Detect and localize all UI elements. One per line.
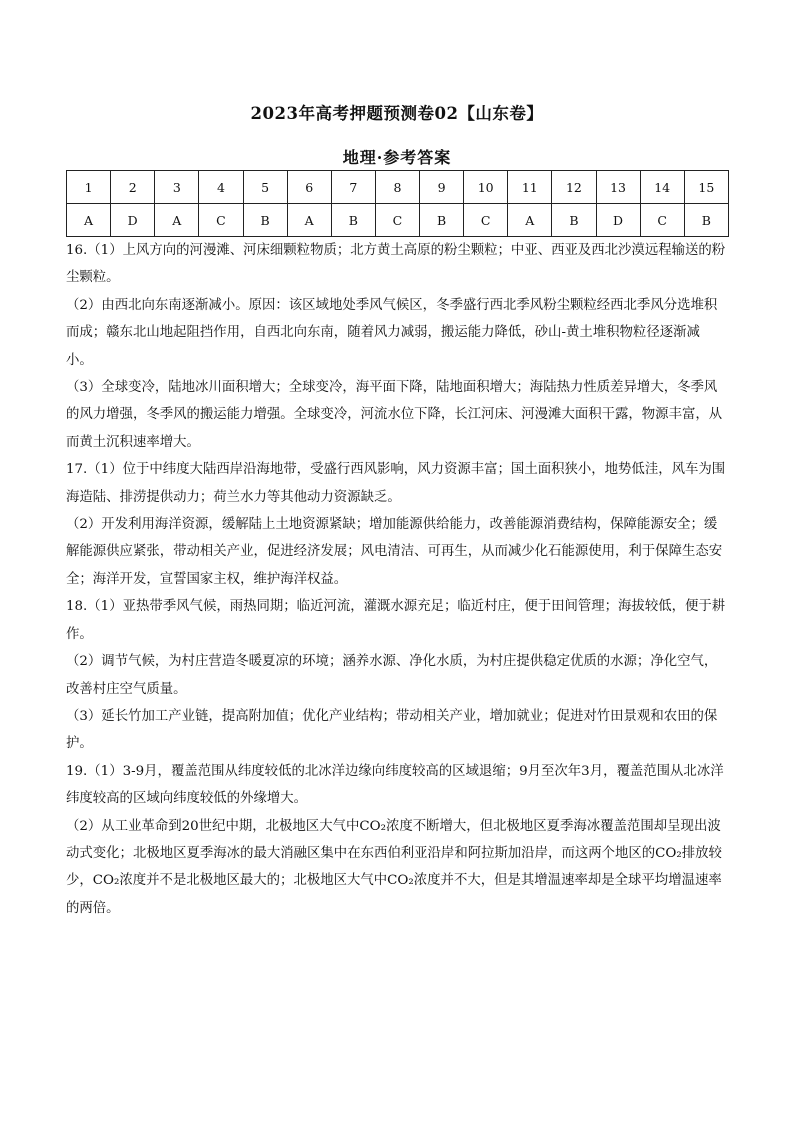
answer-paragraph: （3）延长竹加工产业链，提高附加值；优化产业结构；带动相关产业，增加就业；促进对竹田景观和农田的保护。 bbox=[66, 708, 718, 752]
answer-cell: B bbox=[420, 204, 464, 237]
page-title: 2023年高考押题预测卷02【山东卷】 bbox=[250, 104, 544, 123]
answer-cell: B bbox=[331, 204, 375, 237]
question-number: 5 bbox=[243, 171, 287, 204]
answer-cell: C bbox=[199, 204, 243, 237]
answer-cell: D bbox=[596, 204, 640, 237]
answer-paragraph: 16.（1）上风方向的河漫滩、河床细颗粒物质；北方黄土高原的粉尘颗粒；中亚、西亚及西北沙漠远程输送的粉尘颗粒。 bbox=[66, 243, 726, 286]
answer-paragraph: （2）从工业革命到20世纪中期，北极地区大气中CO₂浓度不断增大，但北极地区夏季海冰覆盖范围却呈现出波动式变化；北极地区夏季海冰的最大消融区集中在东西伯利亚沿岸和阿拉斯加沿岸，而这两个地区的CO₂排放较少，CO₂浓度并不是北极地区最大的；北极地区大气中CO₂浓度并不大，但是其增温速率却是全球平均增温速率的两倍。 bbox=[66, 818, 722, 916]
answer-cell: B bbox=[552, 204, 596, 237]
answer-cell: A bbox=[287, 204, 331, 237]
answer-paragraph: 17.（1）位于中纬度大陆西岸沿海地带，受盛行西风影响，风力资源丰富；国土面积狭小，地势低洼，风车为围海造陆、排涝提供动力；荷兰水力等其他动力资源缺乏。 bbox=[66, 462, 726, 505]
answer-cell: B bbox=[684, 204, 728, 237]
question-number: 9 bbox=[420, 171, 464, 204]
answer-cell: A bbox=[508, 204, 552, 237]
answer-paragraph: 18.（1）亚热带季风气候，雨热同期；临近河流，灌溉水源充足；临近村庄，便于田间管理；海拔较低，便于耕作。 bbox=[66, 599, 726, 642]
answer-paragraph: （3）全球变冷，陆地冰川面积增大；全球变冷，海平面下降，陆地面积增大；海陆热力性质差异增大，冬季风的风力增强，冬季风的搬运能力增强。全球变冷，河流水位下降，长江河床、河漫滩大面积干露，物源丰富，从而黄土沉积速率增大。 bbox=[66, 380, 723, 450]
answer-paragraph: （2）开发利用海洋资源，缓解陆上土地资源紧缺；增加能源供给能力，改善能源消费结构，保障能源安全；缓解能源供应紧张，带动相关产业，促进经济发展；风电清洁、可再生，从而减少化石能源使用，利于保障生态安全；海洋开发，宣誓国家主权，维护海洋权益。 bbox=[66, 517, 723, 587]
question-number: 13 bbox=[596, 171, 640, 204]
question-number: 11 bbox=[508, 171, 552, 204]
question-number: 6 bbox=[287, 171, 331, 204]
answer-cell: C bbox=[464, 204, 508, 237]
answer-cell: D bbox=[111, 204, 155, 237]
answer-cell: A bbox=[67, 204, 111, 237]
question-number: 1 bbox=[67, 171, 111, 204]
question-number: 15 bbox=[684, 171, 728, 204]
question-number: 7 bbox=[331, 171, 375, 204]
question-number-row bbox=[67, 171, 729, 204]
question-number: 10 bbox=[464, 171, 508, 204]
page-subtitle: 地理·参考答案 bbox=[342, 148, 452, 167]
answer-cell: B bbox=[243, 204, 287, 237]
question-number: 8 bbox=[375, 171, 419, 204]
answer-cell: A bbox=[155, 204, 199, 237]
question-number: 12 bbox=[552, 171, 596, 204]
question-number: 14 bbox=[640, 171, 684, 204]
question-number: 4 bbox=[199, 171, 243, 204]
answer-cell: C bbox=[640, 204, 684, 237]
question-number: 2 bbox=[111, 171, 155, 204]
question-number: 3 bbox=[155, 171, 199, 204]
answer-cell: C bbox=[375, 204, 419, 237]
answer-row bbox=[67, 204, 729, 237]
answer-explanations bbox=[66, 237, 726, 922]
answer-key-table bbox=[66, 170, 729, 237]
answer-paragraph: （2）由西北向东南逐渐减小。原因：该区域地处季风气候区，冬季盛行西北季风粉尘颗粒经西北季风分选堆积而成；赣东北山地起阻挡作用，自西北向东南，随着风力减弱，搬运能力降低，砂山-黄土堆积物粒径逐渐减小。 bbox=[66, 297, 718, 368]
answer-paragraph: 19.（1）3-9月，覆盖范围从纬度较低的北冰洋边缘向纬度较高的区域退缩；9月至次年3月，覆盖范围从北冰洋纬度较高的区域向纬度较低的外缘增大。 bbox=[66, 763, 724, 807]
answer-paragraph: （2）调节气候，为村庄营造冬暖夏凉的环境；涵养水源、净化水质，为村庄提供稳定优质的水源；净化空气，改善村庄空气质量。 bbox=[66, 654, 718, 697]
